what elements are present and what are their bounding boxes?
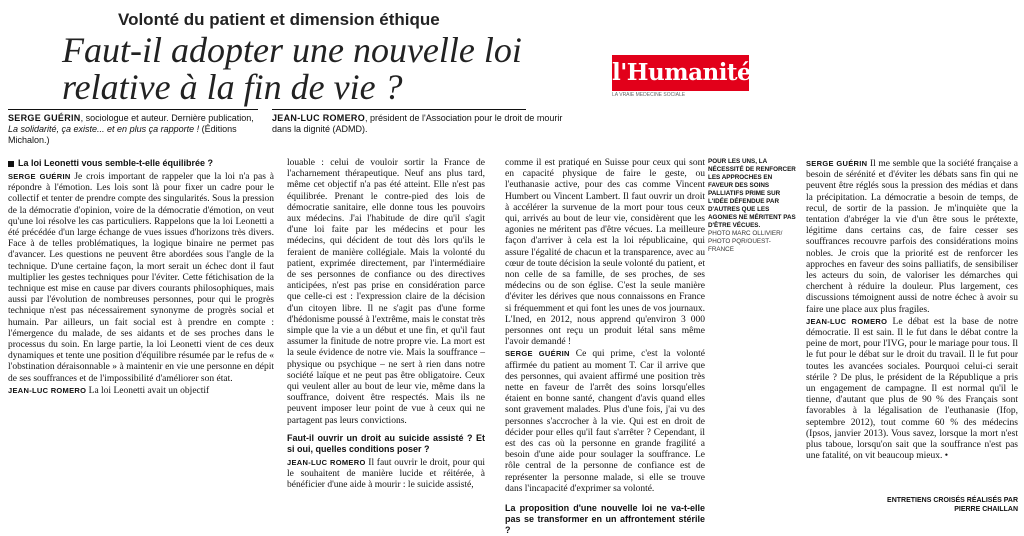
byline-left-name: SERGE GUÉRIN	[8, 113, 81, 123]
kicker: Volonté du patient et dimension éthique	[118, 10, 440, 29]
answer-jlr-1: JEAN-LUC ROMERO La loi Leonetti avait un objectif	[8, 385, 210, 396]
answer-jlr-2: JEAN-LUC ROMERO Il faut ouvrir le droit, pour qui le souhaitent de manière lucide et réitérée, à bénéficier d'une aide à mourir : le suicide assisté,	[287, 457, 485, 491]
byline-right	[272, 113, 602, 135]
answer-sg-2: SERGE GUÉRIN Ce qui prime, c'est la volonté affirmée du patient au moment T. Car il arrive que des personnes, qui avaient affirmé une position très nette en faveur de l'arrêt des soins lorsqu'elles étaient en bonne santé, changent d'avis quand elles sont gravement malades. Plus d'une fois, j'ai vu des personnes s'accrocher à la vie. Qui est en droit de décider pour elles qu'il faut s'arrêter ? Cependant, il est des cas où la personne en grande fragilité a besoin d'une aide pour soulager la souffrance. Le rôle central de la personne de confiance est de représenter la personne malade, si elle se trouve dans l'incapacité d'exprimer sa volonté.	[505, 349, 705, 494]
byline-left-book: La solidarité, ça existe... et en plus ça rapporte !	[8, 124, 200, 134]
answer-sg-3: SERGE GUÉRIN Il me semble que la société française a besoin de sérénité et d'éviter les débats sans fin qui ne peuvent être réglés sous la pression des médias et dans la précipitation. La démocratie a besoin de temps, de recul, de sortir de la passion. Je m'inquiète que la tentation d'abréger la vie d'un être sous le prétexte, légitime dans certains cas, de faire cesser ses souffrances recouvre parfois des considérations moins nobles. Je crois que la priorité est de renforcer les approches en faveur des soins palliatifs, de sensibiliser les acteurs du soin, de valoriser les démarches qui cherchent à réduire la douleur. Plus largement, ces discussions témoignent aussi de notre échec à avoir su faire une place aux plus fragiles.	[806, 159, 1018, 315]
speaker-sg: SERGE GUÉRIN	[8, 172, 71, 181]
speaker-sg: SERGE GUÉRIN	[806, 159, 868, 168]
question-marker-icon	[8, 161, 14, 167]
column-1	[8, 158, 274, 520]
question-2: Faut-il ouvrir un droit au suicide assisté ? Et si oui, quelles conditions poser ?	[287, 432, 485, 454]
humanite-logo: l'Humanité	[612, 55, 749, 91]
byline-left	[8, 113, 268, 146]
answer-jlr-1-cont: louable : celui de vouloir sortir la France de l'acharnement thérapeutique. Neuf ans plus tard, même cet objectif n'a pas été atteint. Elle n'est pas équilibrée. Prenant le contre-pied des lois de démocratie sanitaire, elle donne tous les pouvoirs aux médecins. J'ai l'habitude de dire qu'il s'agit d'une loi faite par les médecins et pour les médecins, qui décident de tout dès lors qu'ils le feraient de manière collégiale. Mais la volonté du patient, exprimée directement, par l'intermédiaire de ses personnes de confiance ou des directives anticipées, n'est pas prise en considération parce que celle-ci est : l'expression claire de la décision d'un citoyen libre. Il ne s'agit pas d'une forme d'hédonisme poussé à l'extrême, mais le constat très simple que la vie a un début et une fin, et qu'il faut assumer la finitude de notre propre vie. La mort est la seule évidence de notre vie. Mais la souffrance – physique ou psychique – ne sert à rien dans notre société laïque et ne peut pas être obligatoire. Ceux qui veulent aller au bout de leur vie, même dans la souffrance, doivent être respectés. Mais ils ne peuvent imposer leur point de vue à ceux qui ne partagent pas leurs convictions.	[287, 158, 485, 426]
byline-left-publisher: (Éditions Michalon.)	[8, 124, 237, 145]
logo-subtitle: LA VRAIE MEDECINE SOCIALE	[612, 92, 686, 98]
column-3	[505, 158, 705, 536]
column-2	[287, 158, 485, 520]
answer-jlr-2-cont: comme il est pratiqué en Suisse pour ceux qui sont en capacité physique de faire le geste, ou l'euthanasie active, pour des cas comme Vincent Humbert ou Vincent Lambert. Il faut ouvrir un droit à accélérer la survenue de la mort pour tous ceux qui, arrivés au bout de leur vie, considèrent que les agonies ne méritent pas d'être vécues. La meilleure façon d'arriver à cela est la loi républicaine, qui assure l'égalité de chacun et la transparence, avec au cœur de toute décision la seule volonté du patient, et non celle de sa famille, de ses proches, de ses médecins ou de son église. C'est la seule manière d'éviter les dérives que nous connaissons en France si fréquemment et qui font les unes de vos journaux. L'Ined, en 2012, nous apprend qu'environ 3 000 personnes ont reçu un produit létal sans même l'avoir demandé !	[505, 158, 705, 348]
end-mark: •	[944, 451, 949, 462]
interview-credit	[806, 496, 1018, 514]
speaker-jlr: JEAN-LUC ROMERO	[8, 385, 87, 395]
caption-credit-2: PHOTO PQR/OUEST-FRANCE	[708, 238, 771, 253]
byline-right-name: JEAN-LUC ROMERO	[272, 113, 366, 123]
byline-right-desc2: dans la dignité (ADMD).	[272, 124, 368, 134]
interview-credit-line-1: ENTRETIENS CROISÉS RÉALISÉS PAR	[887, 497, 1018, 504]
interview-credit-line-2: PIERRE CHAILLAN	[954, 506, 1018, 513]
byline-left-desc: , sociologue et auteur. Dernière publication,	[80, 113, 254, 123]
speaker-jlr: JEAN-LUC ROMERO	[287, 457, 366, 467]
byline-right-desc: , président de l'Association pour le droit de mourir	[365, 113, 563, 123]
question-1: La loi Leonetti vous semble-t-elle équilibrée ?	[18, 158, 214, 168]
answer-jlr-3: JEAN-LUC ROMERO Le débat est la base de notre démocratie. Il est sain. Il le fut dans le débat contre la peine de mort, pour l'IVG, pour le mariage pour tous. Il le fut pour le débat sur le droit du travail. Il le fut pour toutes les avancées sociales. Pourquoi celui-ci serait stérile ? De plus, le président de la République a pris un engagement de campagne. Il est normal qu'il le tienne, d'autant que plus de 90 % des Français sont favorables à la légalisation de l'euthanasie (Ifop, septembre 2012), tout comme 60 % des médecins (Ipsos, janvier 2013). Vous savez, lorsque la mort n'est plus taboue, lorsqu'on sait que la souffrance n'est pas une fatalité, on vit beaucoup mieux. •	[806, 316, 1018, 462]
answer-sg-1: SERGE GUÉRIN Je crois important de rappeler que la loi n'a pas à répondre à l'émotion. Les lois sont là pour fixer un cadre pour le collectif et tenter de prendre compte des singularités. Sous la pression de la démocratie d'opinion, voire de la démocratie d'émotion, on veut qu'une loi résolve les cas particuliers. Rappelons que la loi Leonetti a été précédée d'un large échange de vues issues d'horizons très divers. Face à de telles problématiques, la logique binaire ne permet pas d'avancer. Les questions ne peuvent être abordées sous l'angle de la technique. D'une certaine façon, la mort serait un échec dont il faut multiplier les gestes techniques pour l'éviter. Cette fétichisation de la technique est mise en cause par divers courants philosophiques, mais aussi par l'évolution de nombreuses personnes, pour qui le progrès technique n'est pas nécessairement synonyme de progrès social et humain. Par ailleurs, un fait social est à prendre en compte : l'émergence du malade, de ses aidants et de ses proches dans le processus du soin. En large partie, la loi Leonetti vient de ces deux dynamiques et tente une position d'équilibre résumée par le refus de « l'obstination déraisonnable » à maintenir en vie une personne en dépit de ses souffrances et de l'impossibilité d'améliorer son état.	[8, 172, 274, 384]
question-3: La proposition d'une nouvelle loi ne va-t-elle pas se transformer en un affrontement stérile ?	[505, 503, 705, 536]
headline	[62, 32, 522, 106]
caption-text: POUR LES UNS, LA NÉCESSITÉ DE RENFORCER LES APPROCHES EN FAVEUR DES SOINS PALLIATIFS PRIME SUR L'IDÉE DÉFENDUE PAR D'AUTRES QUE LES AGONIES NE MÉRITENT PAS D'ÊTRE VÉCUES.	[708, 158, 796, 229]
caption-credit-1: PHOTO MARC OLLIVIER/	[708, 230, 783, 237]
headline-line-2: relative à la fin de vie ?	[62, 67, 403, 107]
speaker-sg: SERGE GUÉRIN	[505, 349, 570, 359]
column-4	[806, 158, 1018, 493]
speaker-jlr: JEAN-LUC ROMERO	[806, 316, 888, 326]
headline-line-1: Faut-il adopter une nouvelle loi	[62, 30, 522, 70]
byline-rule-left	[8, 109, 258, 110]
photo-caption	[708, 158, 796, 254]
byline-rule-right	[272, 109, 526, 110]
